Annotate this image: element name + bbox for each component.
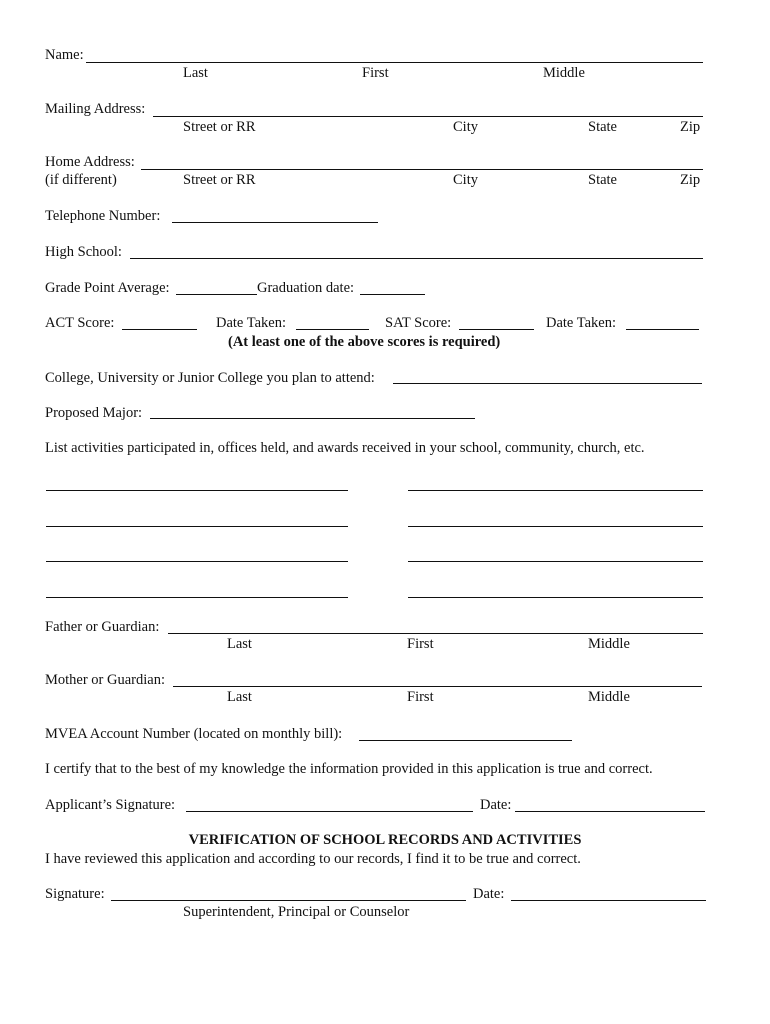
- applicant-date-label: Date:: [480, 797, 512, 813]
- activity-line[interactable]: [46, 526, 348, 527]
- sat-date-field[interactable]: [626, 329, 699, 330]
- mvea-account-field[interactable]: [359, 740, 572, 741]
- graduation-date-field[interactable]: [360, 294, 425, 295]
- mother-field[interactable]: [173, 686, 702, 687]
- verifier-date-field[interactable]: [511, 900, 706, 901]
- activity-line[interactable]: [46, 561, 348, 562]
- mailing-address-label: Mailing Address:: [45, 101, 146, 117]
- activity-line[interactable]: [408, 561, 703, 562]
- verifier-date-label: Date:: [473, 886, 505, 902]
- act-score-label: ACT Score:: [45, 315, 115, 331]
- verification-heading: VERIFICATION OF SCHOOL RECORDS AND ACTIVITIES: [188, 832, 582, 848]
- applicant-date-field[interactable]: [515, 811, 705, 812]
- sat-score-label: SAT Score:: [385, 315, 452, 331]
- mother-label: Mother or Guardian:: [45, 672, 165, 688]
- home-sub-street: Street or RR: [183, 172, 256, 188]
- applicant-signature-field[interactable]: [186, 811, 473, 812]
- father-sub-first: First: [407, 636, 434, 652]
- activity-line[interactable]: [46, 597, 348, 598]
- name-field[interactable]: [86, 62, 703, 63]
- verifier-signature-caption: Superintendent, Principal or Counselor: [183, 904, 410, 920]
- verifier-signature-field[interactable]: [111, 900, 466, 901]
- activities-label: List activities participated in, offices held, and awards received in your school, community, church, etc.: [45, 440, 645, 456]
- gpa-label: Grade Point Average:: [45, 280, 170, 296]
- name-sub-first: First: [362, 65, 389, 81]
- gpa-field[interactable]: [176, 294, 257, 295]
- name-sub-middle: Middle: [543, 65, 585, 81]
- mailing-sub-city: City: [453, 119, 478, 135]
- home-address-field[interactable]: [141, 169, 703, 170]
- high-school-field[interactable]: [130, 258, 703, 259]
- scores-required-note: (At least one of the above scores is required): [228, 334, 501, 350]
- college-label: College, University or Junior College you plan to attend:: [45, 370, 375, 386]
- sat-score-field[interactable]: [459, 329, 534, 330]
- home-address-label: Home Address:: [45, 154, 135, 170]
- act-date-field[interactable]: [296, 329, 369, 330]
- telephone-label: Telephone Number:: [45, 208, 161, 224]
- mailing-sub-zip: Zip: [680, 119, 701, 135]
- father-field[interactable]: [168, 633, 703, 634]
- home-address-label-note: (if different): [45, 172, 117, 188]
- name-sub-last: Last: [183, 65, 208, 81]
- applicant-signature-label: Applicant’s Signature:: [45, 797, 176, 813]
- college-field[interactable]: [393, 383, 702, 384]
- mailing-sub-state: State: [588, 119, 617, 135]
- activity-line[interactable]: [408, 490, 703, 491]
- activity-line[interactable]: [408, 597, 703, 598]
- mother-sub-first: First: [407, 689, 434, 705]
- home-sub-city: City: [453, 172, 478, 188]
- father-sub-last: Last: [227, 636, 252, 652]
- father-label: Father or Guardian:: [45, 619, 160, 635]
- telephone-field[interactable]: [172, 222, 378, 223]
- act-date-label: Date Taken:: [216, 315, 286, 331]
- mother-sub-last: Last: [227, 689, 252, 705]
- high-school-label: High School:: [45, 244, 122, 260]
- activity-line[interactable]: [46, 490, 348, 491]
- name-label: Name:: [45, 47, 84, 63]
- mailing-address-field[interactable]: [153, 116, 703, 117]
- graduation-date-label: Graduation date:: [257, 280, 355, 296]
- home-sub-zip: Zip: [680, 172, 701, 188]
- act-score-field[interactable]: [122, 329, 197, 330]
- certify-text: I certify that to the best of my knowledge the information provided in this application is true and correct.: [45, 761, 653, 777]
- major-label: Proposed Major:: [45, 405, 143, 421]
- father-sub-middle: Middle: [588, 636, 630, 652]
- activity-line[interactable]: [408, 526, 703, 527]
- home-sub-state: State: [588, 172, 617, 188]
- verifier-signature-label: Signature:: [45, 886, 105, 902]
- sat-date-label: Date Taken:: [546, 315, 616, 331]
- verification-text: I have reviewed this application and according to our records, I find it to be true and correct.: [45, 851, 581, 867]
- mailing-sub-street: Street or RR: [183, 119, 256, 135]
- mother-sub-middle: Middle: [588, 689, 630, 705]
- major-field[interactable]: [150, 418, 475, 419]
- mvea-label: MVEA Account Number (located on monthly bill):: [45, 726, 343, 742]
